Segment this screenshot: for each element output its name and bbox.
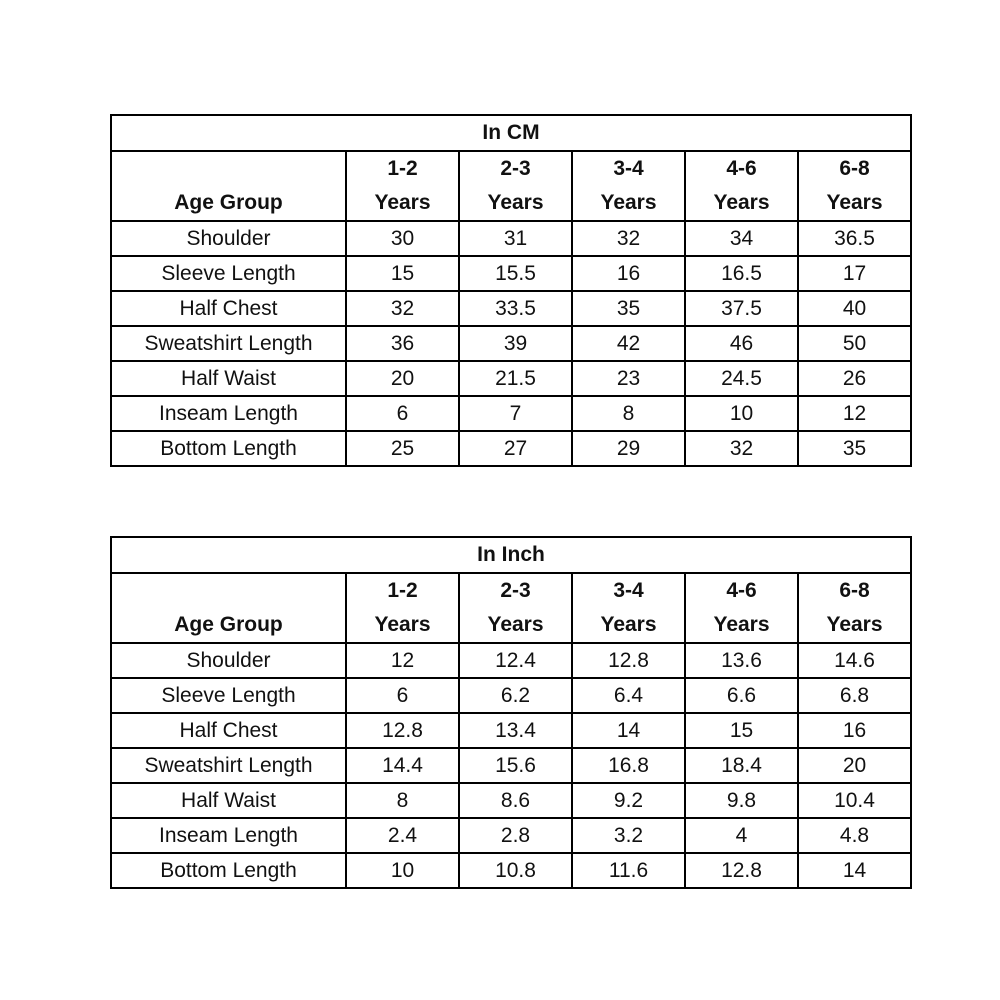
- table-caption: In Inch: [111, 537, 911, 573]
- table-cell: 15: [685, 713, 798, 748]
- table-cell: 12.8: [572, 643, 685, 678]
- table-cell: 25: [346, 431, 459, 466]
- caption-row: [111, 537, 911, 573]
- table-cell: 8: [346, 783, 459, 818]
- table-cell: 2.8: [459, 818, 572, 853]
- row-label: Half Chest: [111, 713, 346, 748]
- table-cell: 20: [798, 748, 911, 783]
- caption-row: [111, 115, 911, 151]
- table-cell: 6: [346, 678, 459, 713]
- table-cell: 10.4: [798, 783, 911, 818]
- table-cell: 12.8: [346, 713, 459, 748]
- table-cell: 3.2: [572, 818, 685, 853]
- table-row: [111, 396, 911, 431]
- table-cell: 16: [572, 256, 685, 291]
- column-header-unit: Years: [487, 191, 544, 214]
- table-cell: 2.4: [346, 818, 459, 853]
- table-cell: 16.5: [685, 256, 798, 291]
- table-cell: 20: [346, 361, 459, 396]
- row-label: Shoulder: [111, 643, 346, 678]
- table-row: [111, 326, 911, 361]
- table-cell: 23: [572, 361, 685, 396]
- column-header-unit: Years: [374, 191, 431, 214]
- table-cell: 36.5: [798, 221, 911, 256]
- column-header-unit: Years: [826, 191, 883, 214]
- row-label: Half Chest: [111, 291, 346, 326]
- table-cell: 50: [798, 326, 911, 361]
- column-header-unit: Years: [826, 613, 883, 636]
- table-cell: 12: [346, 643, 459, 678]
- table-cell: 27: [459, 431, 572, 466]
- column-header-range: 4-6: [726, 579, 757, 602]
- column-header-range: 2-3: [500, 579, 531, 602]
- row-label: Inseam Length: [111, 396, 346, 431]
- table-cell: 29: [572, 431, 685, 466]
- header-row: [111, 573, 911, 643]
- table-cell: 14: [798, 853, 911, 888]
- table-row: [111, 361, 911, 396]
- table-row: [111, 256, 911, 291]
- table-cell: 32: [572, 221, 685, 256]
- table-cell: 13.6: [685, 643, 798, 678]
- table-cell: 26: [798, 361, 911, 396]
- column-header: [459, 573, 572, 643]
- table-cell: 21.5: [459, 361, 572, 396]
- table-cell: 10.8: [459, 853, 572, 888]
- table-cell: 32: [685, 431, 798, 466]
- table-cell: 34: [685, 221, 798, 256]
- column-header-unit: Years: [487, 613, 544, 636]
- column-header: [798, 151, 911, 221]
- table-cell: 32: [346, 291, 459, 326]
- column-header-unit: Years: [713, 191, 770, 214]
- header-row: [111, 151, 911, 221]
- column-header-unit: Years: [600, 613, 657, 636]
- table-cell: 33.5: [459, 291, 572, 326]
- table-cell: 7: [459, 396, 572, 431]
- table-cell: 37.5: [685, 291, 798, 326]
- column-header-range: 2-3: [500, 157, 531, 180]
- table-cell: 6.2: [459, 678, 572, 713]
- table-row: [111, 431, 911, 466]
- table-cell: 24.5: [685, 361, 798, 396]
- row-label: Bottom Length: [111, 853, 346, 888]
- column-header: [685, 573, 798, 643]
- age-group-header: Age Group: [111, 151, 346, 221]
- table-caption: In CM: [111, 115, 911, 151]
- table-cell: 8: [572, 396, 685, 431]
- row-label: Sleeve Length: [111, 678, 346, 713]
- table-cell: 12.4: [459, 643, 572, 678]
- table-cell: 11.6: [572, 853, 685, 888]
- row-label: Half Waist: [111, 361, 346, 396]
- column-header-range: 1-2: [387, 579, 418, 602]
- row-label: Bottom Length: [111, 431, 346, 466]
- table-cell: 10: [685, 396, 798, 431]
- column-header-range: 4-6: [726, 157, 757, 180]
- table-cell: 6.8: [798, 678, 911, 713]
- size-table-cm: [110, 114, 912, 467]
- table-cell: 10: [346, 853, 459, 888]
- table-row: [111, 713, 911, 748]
- table-cell: 12: [798, 396, 911, 431]
- table-row: [111, 783, 911, 818]
- column-header-unit: Years: [713, 613, 770, 636]
- column-header-range: 6-8: [839, 579, 870, 602]
- row-label: Sweatshirt Length: [111, 326, 346, 361]
- column-header-range: 1-2: [387, 157, 418, 180]
- table-row: [111, 221, 911, 256]
- table-cell: 17: [798, 256, 911, 291]
- table-cell: 15.6: [459, 748, 572, 783]
- table-cell: 13.4: [459, 713, 572, 748]
- size-table-inch: [110, 536, 912, 889]
- table-cell: 4.8: [798, 818, 911, 853]
- table-cell: 6: [346, 396, 459, 431]
- table-cell: 18.4: [685, 748, 798, 783]
- column-header-range: 3-4: [613, 579, 644, 602]
- table-row: [111, 818, 911, 853]
- table-cell: 4: [685, 818, 798, 853]
- table-row: [111, 678, 911, 713]
- row-label: Inseam Length: [111, 818, 346, 853]
- column-header: [346, 151, 459, 221]
- age-group-header: Age Group: [111, 573, 346, 643]
- table-cell: 14.4: [346, 748, 459, 783]
- table-cell: 46: [685, 326, 798, 361]
- column-header-range: 6-8: [839, 157, 870, 180]
- table-row: [111, 853, 911, 888]
- table-cell: 36: [346, 326, 459, 361]
- table-cell: 42: [572, 326, 685, 361]
- table-cell: 39: [459, 326, 572, 361]
- row-label: Half Waist: [111, 783, 346, 818]
- column-header: [572, 573, 685, 643]
- column-header: [685, 151, 798, 221]
- table-cell: 9.2: [572, 783, 685, 818]
- column-header: [459, 151, 572, 221]
- column-header-unit: Years: [600, 191, 657, 214]
- table-cell: 16: [798, 713, 911, 748]
- column-header: [346, 573, 459, 643]
- table-cell: 9.8: [685, 783, 798, 818]
- table-row: [111, 748, 911, 783]
- table-cell: 12.8: [685, 853, 798, 888]
- column-header: [572, 151, 685, 221]
- table-cell: 35: [572, 291, 685, 326]
- table-cell: 16.8: [572, 748, 685, 783]
- table-cell: 30: [346, 221, 459, 256]
- table-cell: 6.4: [572, 678, 685, 713]
- table-cell: 15: [346, 256, 459, 291]
- table-cell: 31: [459, 221, 572, 256]
- table-row: [111, 643, 911, 678]
- row-label: Sweatshirt Length: [111, 748, 346, 783]
- table-cell: 6.6: [685, 678, 798, 713]
- table-cell: 35: [798, 431, 911, 466]
- row-label: Sleeve Length: [111, 256, 346, 291]
- table-cell: 14.6: [798, 643, 911, 678]
- table-cell: 8.6: [459, 783, 572, 818]
- table-row: [111, 291, 911, 326]
- row-label: Shoulder: [111, 221, 346, 256]
- column-header: [798, 573, 911, 643]
- table-cell: 14: [572, 713, 685, 748]
- column-header-range: 3-4: [613, 157, 644, 180]
- table-cell: 15.5: [459, 256, 572, 291]
- column-header-unit: Years: [374, 613, 431, 636]
- table-cell: 40: [798, 291, 911, 326]
